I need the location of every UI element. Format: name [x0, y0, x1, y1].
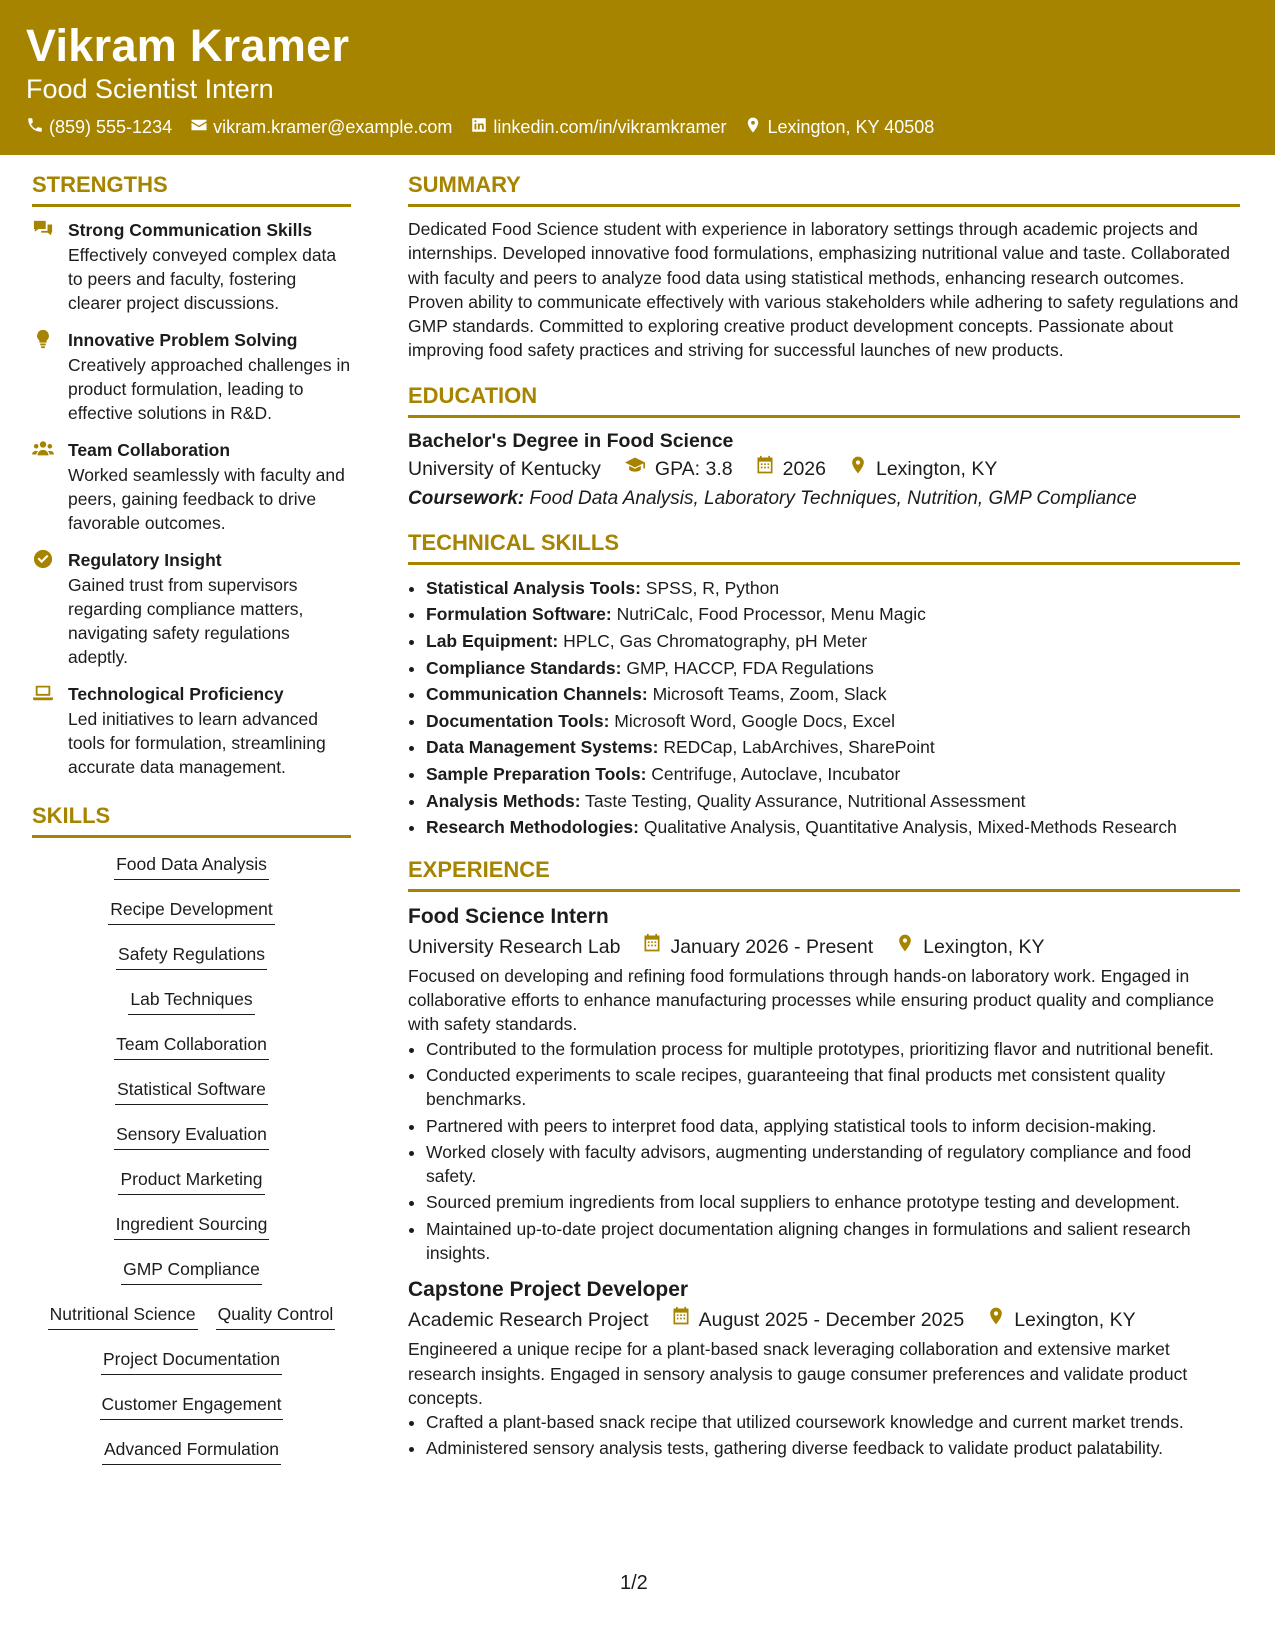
skill-tag: Customer Engagement: [100, 1388, 284, 1420]
linkedin-text[interactable]: linkedin.com/in/vikramkramer: [493, 117, 727, 137]
strength-item: [32, 681, 351, 779]
technical-skills-list: [408, 575, 1240, 841]
job-location: Lexington, KY: [1014, 1309, 1136, 1332]
tech-value: SPSS, R, Python: [645, 577, 780, 598]
tech-label: Statistical Analysis Tools:: [426, 577, 641, 598]
tech-label: Sample Preparation Tools:: [426, 763, 647, 784]
strength-title: Innovative Problem Solving: [68, 330, 298, 350]
tech-value: Centrifuge, Autoclave, Incubator: [651, 763, 901, 784]
skill-tag: Recipe Development: [108, 893, 274, 925]
tech-label: Formulation Software:: [426, 604, 612, 625]
phone-icon: [26, 116, 44, 139]
summary-heading: SUMMARY: [408, 172, 1240, 207]
summary-text: Dedicated Food Science student with experience in laboratory settings through academic projects and internships. Developed innovative food formulations, emphasizing nutritional value and taste. Collaborated with faculty and peers to analyze food data using statistical methods, enhancing research outcomes. Proven ability to communicate effectively with various stakeholders while adhering to safety regulations and GMP standards. Committed to exploring creative product development concepts. Passionate about improving food safety practices and striving for successful launches of new products.: [408, 219, 1239, 361]
strength-desc: Creatively approached challenges in product formulation, leading to effective solutions in R&D.: [68, 355, 351, 423]
school-name: University of Kentucky: [408, 457, 601, 480]
technical-skills-heading: TECHNICAL SKILLS: [408, 530, 1240, 565]
gpa-text: GPA: 3.8: [654, 457, 733, 480]
skill-tag: Statistical Software: [115, 1073, 268, 1105]
check-circle-icon: [32, 547, 56, 669]
strength-item: [32, 437, 351, 535]
coursework: [408, 484, 1240, 514]
list-item: • Partnered with peers to interpret food data, applying statistical tools to inform decision-making.: [426, 1114, 1240, 1138]
tech-label: Lab Equipment:: [426, 630, 559, 651]
job-title: Capstone Project Developer: [408, 1278, 689, 1302]
job-org: Academic Research Project: [408, 1309, 649, 1332]
job-bullets: [408, 1037, 1240, 1266]
job-meta: [408, 932, 1240, 962]
list-item: [426, 734, 1240, 761]
graduation-year: 2026: [782, 457, 826, 480]
strength-item: [32, 217, 351, 315]
list-item: [426, 601, 1240, 628]
tech-label: Compliance Standards:: [426, 657, 622, 678]
coursework-label: Coursework:: [408, 487, 525, 509]
strength-item: [32, 547, 351, 669]
contact-phone: [26, 116, 172, 139]
tech-value: Taste Testing, Quality Assurance, Nutritional Assessment: [585, 790, 1026, 811]
list-item: • Maintained up-to-date project documentation aligning changes in formulations and salient research insights.: [426, 1217, 1240, 1266]
contact-bar: [26, 116, 934, 139]
calendar-icon: [755, 454, 775, 484]
linkedin-icon: [470, 116, 488, 139]
skill-tag: Advanced Formulation: [102, 1433, 281, 1465]
job-location: Lexington, KY: [923, 935, 1045, 958]
list-item: • Contributed to the formulation process for multiple prototypes, prioritizing flavor and nutritional benefit.: [426, 1037, 1240, 1061]
tech-label: Documentation Tools:: [426, 710, 610, 731]
list-item: • Sourced premium ingredients from local suppliers to enhance prototype testing and development.: [426, 1190, 1240, 1214]
tech-label: Analysis Methods:: [426, 790, 581, 811]
job-bullets: [408, 1410, 1240, 1461]
strength-desc: Gained trust from supervisors regarding compliance matters, navigating safety regulations adeptly.: [68, 575, 304, 667]
list-item: [426, 681, 1240, 708]
strength-title: Team Collaboration: [68, 440, 231, 460]
map-pin-icon: [744, 116, 762, 139]
contact-linkedin[interactable]: [470, 116, 726, 139]
tech-value: Qualitative Analysis, Quantitative Analysis, Mixed-Methods Research: [643, 817, 1177, 838]
map-pin-icon: [895, 932, 915, 962]
skill-tag: GMP Compliance: [121, 1253, 262, 1285]
skill-tag: Sensory Evaluation: [114, 1118, 269, 1150]
phone-text: (859) 555-1234: [49, 117, 173, 137]
list-item: [426, 575, 1240, 602]
strength-title: Strong Communication Skills: [68, 220, 313, 240]
map-pin-icon: [986, 1305, 1006, 1335]
list-item: • Administered sensory analysis tests, gathering diverse feedback to validate product palatability.: [426, 1436, 1240, 1460]
skill-tag: Nutritional Science: [48, 1298, 198, 1330]
education-location: Lexington, KY: [875, 457, 998, 480]
list-item: [426, 655, 1240, 682]
tech-value: HPLC, Gas Chromatography, pH Meter: [563, 630, 868, 651]
experience-heading: EXPERIENCE: [408, 857, 1240, 892]
tech-value: Microsoft Word, Google Docs, Excel: [614, 710, 896, 731]
job-entry: [408, 1275, 1240, 1460]
page-number: 1/2: [620, 1572, 648, 1594]
graduation-cap-icon: [623, 454, 647, 484]
skill-tag: Quality Control: [216, 1298, 336, 1330]
list-item: • Worked closely with faculty advisors, augmenting understanding of regulatory compliance and food safety.: [426, 1140, 1240, 1189]
location-text: Lexington, KY 40508: [767, 117, 935, 137]
skill-tag: Project Documentation: [101, 1343, 282, 1375]
job-summary: Engineered a unique recipe for a plant-based snack leveraging collaboration and extensive market research insights. Engaged in sensory analysis to gauge consumer preferences and validate product concepts.: [408, 1339, 1188, 1408]
skill-tag: Team Collaboration: [114, 1028, 269, 1060]
list-item: [426, 814, 1240, 841]
job-entry: [408, 902, 1240, 1266]
candidate-name: Vikram Kramer: [26, 20, 350, 71]
map-pin-icon: [848, 454, 868, 484]
job-title: Food Science Intern: [408, 904, 609, 928]
tech-value: REDCap, LabArchives, SharePoint: [663, 737, 935, 758]
calendar-icon: [671, 1305, 691, 1335]
right-column: [408, 172, 1240, 1463]
tech-label: Data Management Systems:: [426, 737, 659, 758]
tech-value: GMP, HACCP, FDA Regulations: [626, 657, 874, 678]
calendar-icon: [642, 932, 662, 962]
strength-desc: Led initiatives to learn advanced tools for formulation, streamlining accurate data management.: [68, 709, 326, 777]
resume-header: [0, 0, 1275, 155]
strength-title: Technological Proficiency: [68, 684, 284, 704]
skill-tag: Safety Regulations: [116, 938, 267, 970]
contact-email[interactable]: [190, 116, 452, 139]
contact-location: [744, 116, 934, 139]
degree-title: Bachelor's Degree in Food Science: [408, 429, 734, 452]
tech-value: Microsoft Teams, Zoom, Slack: [652, 684, 887, 705]
lightbulb-icon: [32, 327, 56, 425]
list-item: [426, 761, 1240, 788]
strength-title: Regulatory Insight: [68, 550, 222, 570]
skills-list: [32, 848, 351, 1478]
job-dates: January 2026 - Present: [670, 935, 874, 958]
envelope-icon: [190, 116, 208, 139]
left-column: [32, 172, 351, 1478]
skill-tag: Food Data Analysis: [114, 848, 269, 880]
job-summary: Focused on developing and refining food formulations through hands-on laboratory work. Engaged in collaborative efforts to enhance manufacturing processes while ensuring product quality and compliance with safety standards.: [408, 965, 1215, 1035]
tech-label: Research Methodologies:: [426, 817, 639, 838]
skill-tag: Lab Techniques: [128, 983, 254, 1015]
candidate-role: Food Scientist Intern: [26, 74, 274, 104]
skills-heading: SKILLS: [32, 803, 351, 838]
job-meta: [408, 1305, 1240, 1335]
chat-bubbles-icon: [32, 217, 56, 315]
list-item: [426, 708, 1240, 735]
list-item: • Crafted a plant-based snack recipe that utilized coursework knowledge and current market trends.: [426, 1410, 1240, 1434]
skill-tag: Ingredient Sourcing: [114, 1208, 270, 1240]
job-dates: August 2025 - December 2025: [698, 1309, 965, 1332]
email-text[interactable]: vikram.kramer@example.com: [213, 117, 453, 137]
tech-label: Communication Channels:: [426, 684, 648, 705]
laptop-icon: [32, 681, 56, 779]
skill-tag: Product Marketing: [118, 1163, 264, 1195]
strengths-heading: STRENGTHS: [32, 172, 351, 207]
users-icon: [32, 437, 56, 535]
strength-desc: Effectively conveyed complex data to peers and faculty, fostering clearer project discussions.: [68, 245, 337, 313]
tech-value: NutriCalc, Food Processor, Menu Magic: [616, 604, 926, 625]
list-item: • Conducted experiments to scale recipes, guaranteeing that final products met consistent quality benchmarks.: [426, 1063, 1240, 1112]
coursework-list: Food Data Analysis, Laboratory Techniques, Nutrition, GMP Compliance: [529, 487, 1137, 509]
education-heading: EDUCATION: [408, 383, 1240, 418]
list-item: [426, 628, 1240, 655]
strength-desc: Worked seamlessly with faculty and peers, gaining feedback to drive favorable outcomes.: [68, 465, 345, 533]
strength-item: [32, 327, 351, 425]
job-org: University Research Lab: [408, 935, 621, 958]
education-meta: [408, 454, 1240, 484]
list-item: [426, 788, 1240, 815]
